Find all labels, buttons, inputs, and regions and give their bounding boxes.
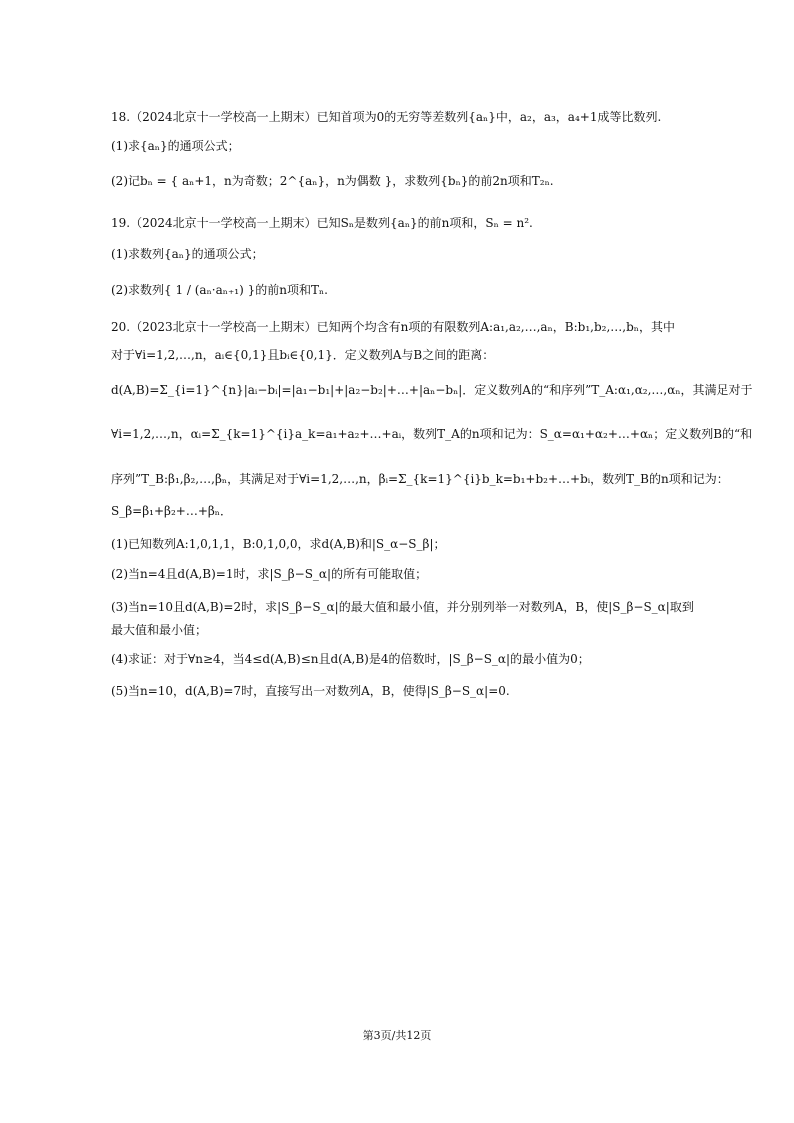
q19-stem: 19.（2024北京十一学校高一上期末）已知Sₙ是数列{aₙ}的前n项和，Sₙ = n². [111, 216, 533, 230]
q20-part3a: (3)当n=10且d(A,B)=2时，求|S_β−S_α|的最大值和最小值，并分别列举一对数列A，B，使|S_β−S_α|取到 [111, 600, 694, 614]
q18-stem: 18.（2024北京十一学校高一上期末）已知首项为0的无穷等差数列{aₙ}中，a₂，a₃，a₄+1成等比数列. [111, 110, 662, 124]
q20-part4: (4)求证：对于∀n≥4，当4≤d(A,B)≤n且d(A,B)是4的倍数时，|S_β−S_α|的最小值为0； [111, 652, 590, 666]
q20-part2: (2)当n=4且d(A,B)=1时，求|S_β−S_α|的所有可能取值； [111, 567, 428, 581]
q18-part2: (2)记bₙ = { aₙ+1，n为奇数；2^{aₙ}，n为偶数 }，求数列{bₙ}的前2n项和T₂ₙ. [111, 174, 554, 188]
q18-part1: (1)求{aₙ}的通项公式； [111, 139, 240, 153]
q20-line5: 序列”T_B:β₁,β₂,…,βₙ，其满足对于∀i=1,2,…,n，βᵢ=Σ_{k=1}^{i}b_k=b₁+b₂+…+bᵢ，数列T_B的n项和记为： [111, 472, 729, 486]
q19-part1: (1)求数列{aₙ}的通项公式； [111, 247, 264, 261]
q20-line3: d(A,B)=Σ_{i=1}^{n}|aᵢ−bᵢ|=|a₁−b₁|+|a₂−b₂|+…+|aₙ−bₙ|．定义数列A的“和序列”T_A:α₁,α₂,…,αₙ，其满足对于 [111, 383, 753, 397]
page-footer: 第3页/共12页 [362, 1029, 432, 1042]
q20-line6: S_β=β₁+β₂+…+βₙ． [111, 504, 233, 518]
q20-part1: (1)已知数列A:1,0,1,1，B:0,1,0,0，求d(A,B)和|S_α−S_β|； [111, 537, 446, 551]
q20-line4: ∀i=1,2,…,n，αᵢ=Σ_{k=1}^{i}a_k=a₁+a₂+…+aᵢ，数列T_A的n项和记为：S_α=α₁+α₂+…+αₙ；定义数列B的“和 [111, 427, 753, 441]
q20-line1: 20.（2023北京十一学校高一上期末）已知两个均含有n项的有限数列A:a₁,a₂,…,aₙ，B:b₁,b₂,…,bₙ，其中 [111, 320, 675, 334]
q20-part3b: 最大值和最小值； [111, 623, 208, 637]
q20-line2: 对于∀i=1,2,…,n，aᵢ∈{0,1}且bᵢ∈{0,1}．定义数列A与B之间的距离： [111, 348, 495, 362]
q20-part5: (5)当n=10，d(A,B)=7时，直接写出一对数列A，B，使得|S_β−S_α|=0. [111, 684, 510, 698]
q19-part2: (2)求数列{ 1 / (aₙ·aₙ₊₁) }的前n项和Tₙ. [111, 283, 328, 297]
